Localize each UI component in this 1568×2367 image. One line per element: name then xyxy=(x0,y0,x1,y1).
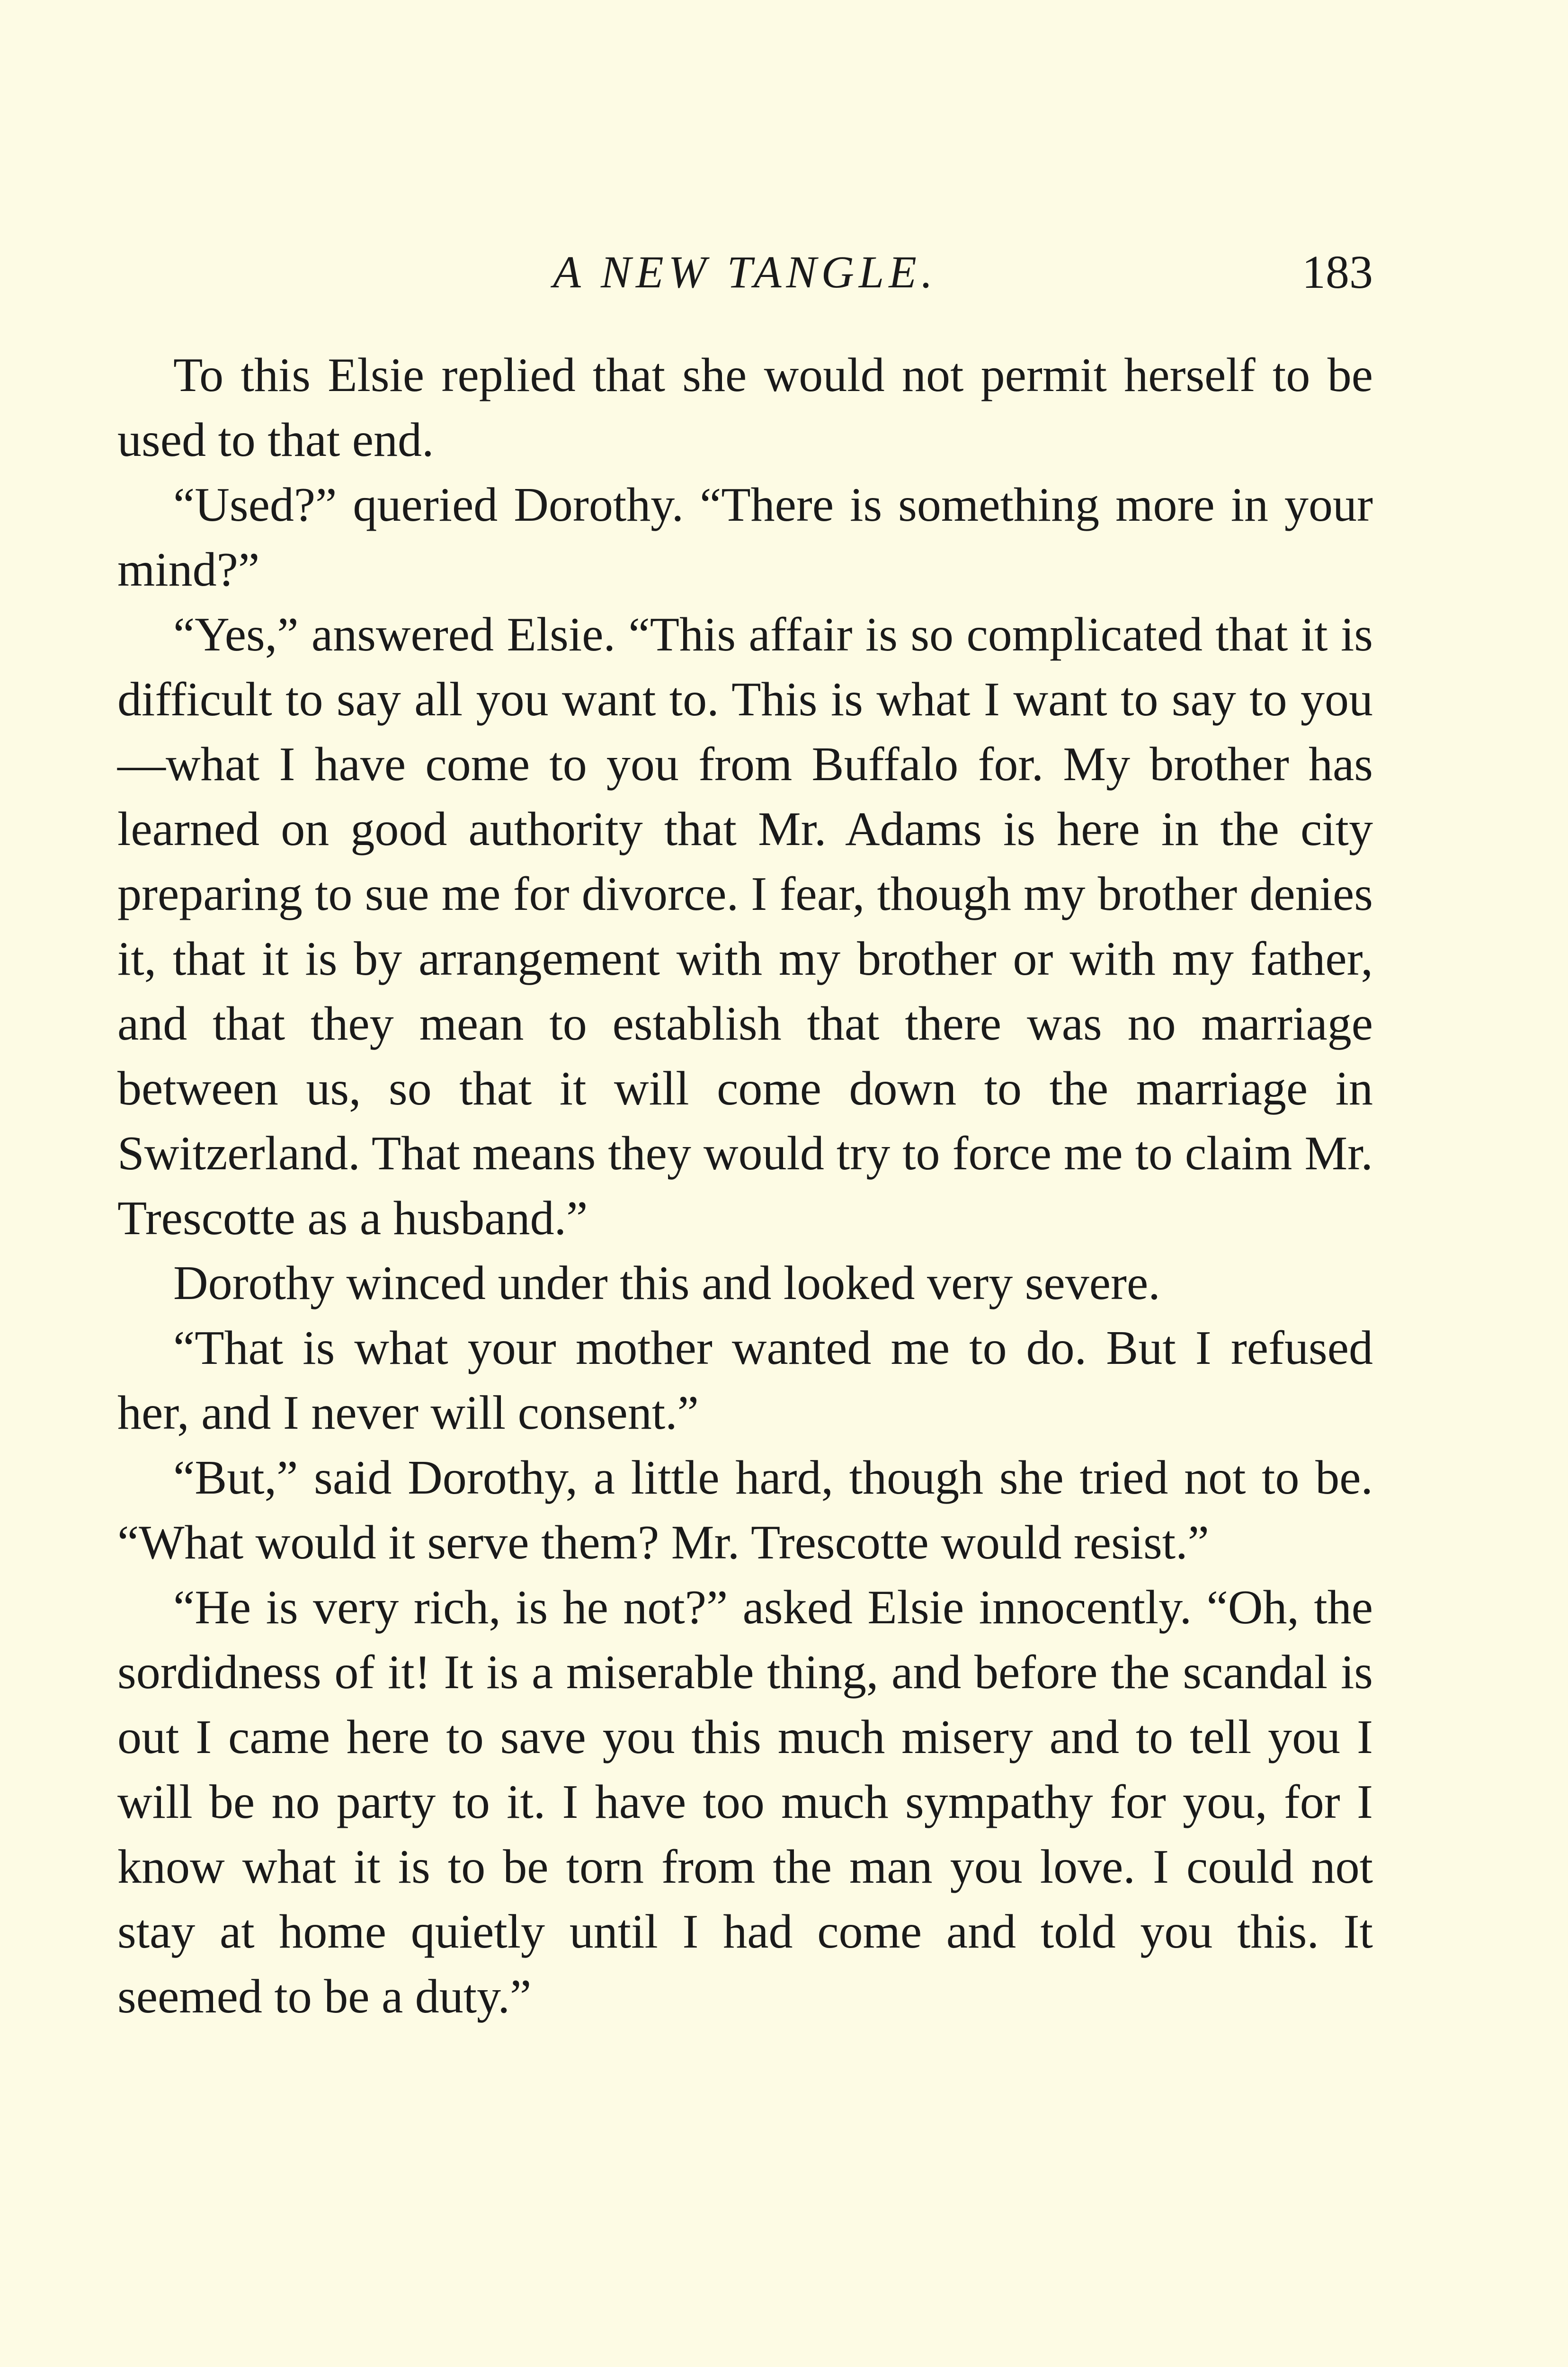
page-number: 183 xyxy=(1302,246,1373,298)
running-header xyxy=(117,237,1373,308)
paragraph: “But,” said Dorothy, a little hard, though she tried not to be. “What would it serve them? Mr. Trescotte would resist.” xyxy=(117,1451,1373,1569)
running-title: A NEW TANGLE. xyxy=(553,247,937,297)
paragraph: “That is what your mother wanted me to do. But I refused her, and I never will consent.” xyxy=(117,1321,1373,1440)
paragraph: “Used?” queried Dorothy. “There is something more in your mind?” xyxy=(117,478,1373,596)
paragraph: To this Elsie replied that she would not permit herself to be used to that end. xyxy=(117,348,1373,467)
paragraph: Dorothy winced under this and looked very severe. xyxy=(173,1256,1160,1310)
paragraph: “He is very rich, is he not?” asked Elsie innocently. “Oh, the sordidness of it! It is a miserable thing, and before the scandal is out I came here to save you this much misery and to tell you I will be no party to it. I have too much sympathy for you, for I know what it is to be torn from the man you love. I could not stay at home quietly until I had come and told you this. It seemed to be a duty.” xyxy=(117,1581,1373,2023)
body-text xyxy=(117,343,1373,2029)
paragraph: “Yes,” answered Elsie. “This affair is so complicated that it is difficult to say all you want to. This is what I want to say to you—what I have come to you from Buffalo for. My brother has learned on good authority that Mr. Adams is here in the city preparing to sue me for divorce. I fear, though my brother denies it, that it is by arrangement with my brother or with my father, and that they mean to establish that there was no marriage between us, so that it will come down to the marriage in Switzerland. That means they would try to force me to claim Mr. Trescotte as a husband.” xyxy=(117,608,1373,1245)
